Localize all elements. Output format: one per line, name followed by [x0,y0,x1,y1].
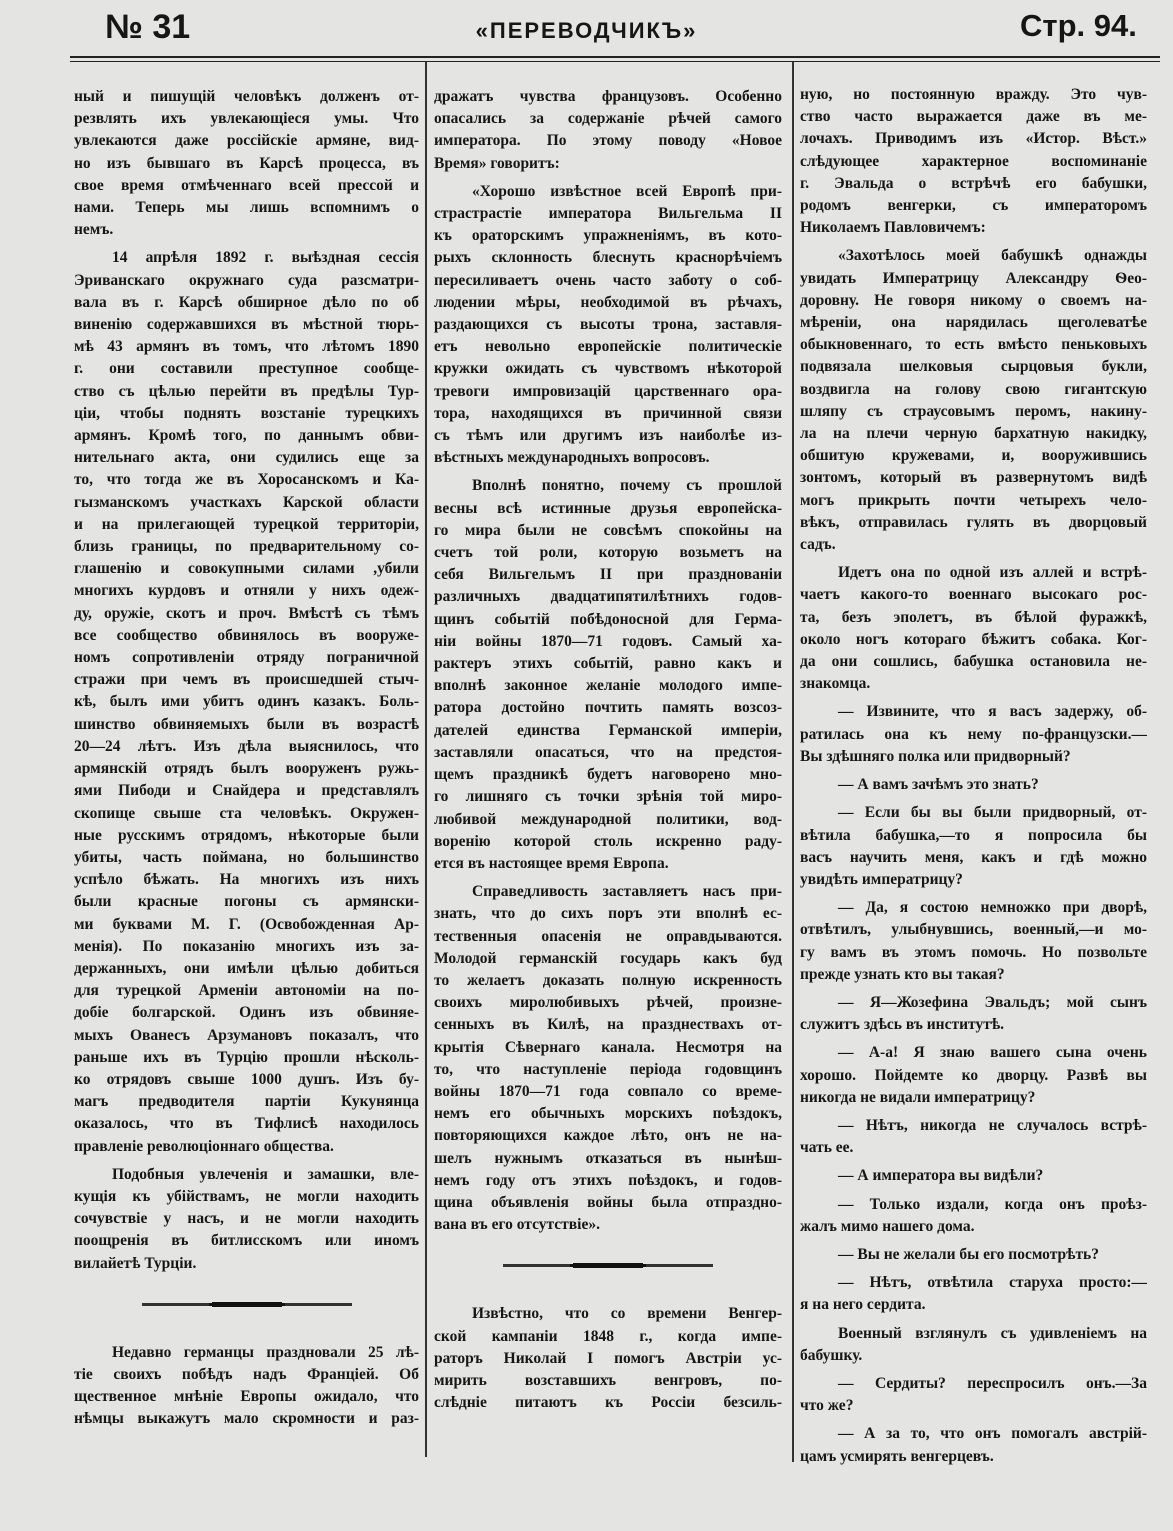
text-line: Вы здѣшняго полка или придворный? [800,747,1071,765]
text-line: — Да, я состою немножко при дворѣ, [838,899,1147,917]
text-line: жалъ мимо нашего дома. [800,1217,975,1235]
text-line: рыхъ склонность блеснуть краснорѣчіемъ [434,249,782,267]
text-line: и на прилегающей турецкой территоріи, [74,515,419,533]
text-line: ратора достойно почтить память возсоз- [434,699,782,717]
section-separator [142,1303,352,1306]
text-line: увидѣть императрицу? [800,870,963,888]
text-line: — Извините, что я васъ задержу, об- [838,703,1147,721]
article-column-2 [434,86,782,1420]
text-line: подвязала шелковыя сырцовыя букли, [800,358,1147,376]
text-line: знать, что до сихъ поръ эти вполнѣ ес- [434,905,782,923]
text-line: виненію содержавшихся въ мѣстной тюрь- [74,316,419,334]
paragraph [800,245,1147,556]
text-line: щемъ праздникѣ будетъ наговорено мно- [434,766,782,784]
text-line: г. они составили преступное сообще- [74,360,419,378]
text-line: любивой международной политики, вод- [434,810,782,828]
text-line: своихъ миролюбивыхъ рѣчей, произне- [434,994,782,1012]
paragraph [74,1342,419,1431]
text-line: гу вамъ въ этомъ помочь. Но позвольте [800,943,1147,961]
text-line: ской кампаніи 1848 г., когда импе- [434,1327,782,1345]
text-line: ный и пишущій человѣкъ долженъ от- [74,88,419,105]
text-line: — А-а! Я знаю вашего сына очень [838,1044,1147,1062]
text-line: вала въ г. Карсѣ обширное дѣло по об [74,293,419,311]
text-line: — А за то, что онъ помогалъ австрій- [838,1425,1147,1443]
text-line: тревоги импровизацій царственнаго ора- [434,382,782,400]
text-line: ство съ цѣлью перейти въ предѣлы Тур- [74,382,419,400]
text-line: кружки ожидать съ чувствомъ нѣкоторой [434,360,782,378]
text-line: г. Эвальда о встрѣчѣ его бабушки, [800,174,1147,192]
text-line: все сообщество обвинялось въ вооруже- [74,626,419,644]
text-line: резвлять ихъ увлекающіеся умы. Что [74,110,419,128]
text-line: я на него сердита. [800,1296,926,1314]
text-line: около ногъ котораго бѣжитъ собака. Ког- [800,630,1147,648]
text-line: магъ предводителя партіи Кукунянца [74,1093,419,1111]
text-line: мѣ 43 армянъ въ томъ, что лѣтомъ 1890 [74,338,419,356]
text-line: различныхъ двадцатипятилѣтнихъ годов- [434,588,782,606]
text-line: войны 1870—71 года совпало со време- [434,1082,782,1100]
paragraph [434,86,782,175]
text-line: мыхъ Ованесъ Арзумановъ показалъ, что [74,1026,419,1044]
newspaper-title: «ПЕРЕВОДЧИКЪ» [475,18,698,43]
text-line: счетъ той роли, которую возьметъ на [434,544,782,562]
paragraph [800,1165,1147,1187]
text-line: служитъ здѣсь въ институтѣ. [800,1016,1004,1034]
page-number: Стр. 94. [1020,8,1137,43]
text-line: армянскій отрядъ былъ вооруженъ ружь- [74,760,419,778]
text-line: близь границы, по предварительному со- [74,538,419,556]
text-line: знакомца. [800,675,871,693]
text-line: обшитую кружевами, и, вооружившись [800,447,1147,465]
text-line: армянъ. Кромѣ того, по даннымъ обви- [74,427,419,445]
paragraph [74,1164,419,1275]
paragraph [800,774,1147,796]
text-line: Время» говоритъ: [434,154,560,172]
text-line: вѣкъ, отправилась гулять въ дворцовый [800,513,1147,531]
text-line: кущія къ убійствамъ, не могли находить [74,1187,419,1205]
section-separator [503,1264,713,1267]
text-line: воренію которой столь искренно раду- [434,832,782,850]
text-line: цамъ усмирять венгерцевъ. [800,1447,994,1465]
text-line: да они сошлись, бабушка остановила не- [800,653,1147,671]
text-line: ями Пибоди и Снайдера и представлялъ [74,782,419,800]
text-line: Вполнѣ понятно, почему съ прошлой [472,477,782,495]
text-line: немъ его обычныхъ морскихъ поѣздокъ, [434,1105,782,1123]
text-line: поощренія въ битлисскомъ или иномъ [74,1232,419,1250]
text-line: успѣло бѣжать. На многихъ изъ нихъ [74,871,419,889]
text-line: чаетъ какого-то военнаго высокаго рос- [800,586,1147,604]
text-line: — А императора вы видѣли? [838,1167,1044,1185]
text-line: что же? [800,1397,854,1415]
text-line: го лишняго съ точки зрѣнія той миро- [434,788,782,806]
text-line: щественное мнѣніе Европы ожидало, что [74,1388,419,1406]
text-line: ется въ настоящее время Европа. [434,854,669,872]
text-line: людении мѣры, необходимой въ рѣчахъ, [434,293,782,311]
text-line: вполнѣ законное желаніе молодого импе- [434,677,782,695]
text-line: бабушку. [800,1346,863,1364]
paragraph [434,181,782,470]
text-line: обыкновеннаго, то есть вмѣсто пеньковыхъ [800,336,1147,354]
text-line: весны всѣ истинные друзья европейска- [434,499,782,517]
text-line: скопище свыше ста человѣкъ. Окружен- [74,804,419,822]
text-line: ные русскимъ отрядомъ, нѣкоторые были [74,826,419,844]
text-line: го мира были не совсѣмъ спокойны на [434,521,782,539]
text-line: етъ невольно европейскіе политическіе [434,338,782,356]
text-line: слѣдующее характерное воспоминаніе [800,152,1147,170]
text-line: прежде узнать кто вы такая? [800,965,1005,983]
text-line: мирить возставшихъ венгровъ, по- [434,1371,782,1389]
paragraph [74,86,419,241]
text-line: ко отрядовъ свыше 1000 душъ. Изъ бу- [74,1070,419,1088]
text-line: гызманскомъ участкахъ Карской области [74,493,419,511]
paragraph [74,247,419,1157]
text-line: ство часто выражается даже въ ме- [800,108,1147,126]
text-line: немъ. [74,221,114,239]
text-line: шинство обвиняемыхъ были въ возрастѣ [74,715,419,733]
paragraph [800,1115,1147,1159]
article-column-1 [74,86,419,1437]
article-column-3 [800,84,1147,1474]
issue-number: № 31 [105,8,191,46]
text-line: страстрастіе императора Вильгельма II [434,205,782,223]
text-line: 14 апрѣля 1892 г. выѣздная сессія [112,249,419,267]
text-line: правленіе революціоннаго общества. [74,1137,334,1155]
header-rule [70,56,1160,58]
text-line: многихъ курдовъ и отняли у нихъ одеж- [74,582,419,600]
text-line: — Только издали, когда онъ проѣз- [838,1195,1147,1213]
text-line: — Нѣтъ, никогда не случалось встрѣ- [838,1116,1147,1134]
text-line: Эриванскаго окружнаго суда разсматри- [74,271,419,289]
paragraph [800,84,1147,239]
text-line: нѣмцы выкажутъ мало скромности и раз- [74,1410,419,1428]
text-line: ніи войны 1870—71 годовъ. Самый ха- [434,632,782,650]
text-line: вѣстныхъ международныхъ вопросовъ. [434,449,710,467]
text-line: вѣтила бабушка,—то я попросила бы [800,826,1147,844]
text-line: оказалось, что въ Тифлисѣ находилось [74,1115,419,1133]
text-line: васъ научить меня, какъ и гдѣ можно [800,848,1147,866]
text-line: доровну. Не говоря никому о своемъ на- [800,291,1147,309]
text-line: нительнаго акта, они судились еще за [74,449,419,467]
text-line: ду, оружіе, скотъ и проч. Вмѣстѣ съ тѣмъ [74,604,419,622]
text-line: сенныхъ въ Килѣ, на празднествахъ от- [434,1016,782,1034]
text-line: Военный взглянулъ съ удивленіемъ на [838,1324,1147,1342]
text-line: номъ сопротивленіи отряду пограничной [74,649,419,667]
text-line: садъ. [800,536,836,554]
paragraph [800,701,1147,768]
paragraph [800,1042,1147,1109]
text-line: сочувствіе у насъ, и не могли находить [74,1210,419,1228]
text-line: императора. По этому поводу «Новое [434,132,782,150]
text-line: ла на плечи черную бархатную накидку, [800,425,1147,443]
text-line: нами. Теперь мы лишь вспомнимъ о [74,199,419,217]
text-line: раньше ихъ въ Турцію прошли нѣсколь- [74,1048,419,1066]
text-line: раздающихся съ высоты трона, заставля- [434,316,782,334]
text-line: отвѣтилъ, улыбнувшись, военный,—и мо- [800,921,1147,939]
text-line: стражи при чемъ въ происшедшей стыч- [74,671,419,689]
paragraph [800,1272,1147,1316]
column-divider [425,62,427,1457]
paragraph [434,881,782,1236]
paragraph [434,1303,782,1414]
text-line: немъ году отъ этихъ поѣздокъ, и годов- [434,1171,782,1189]
text-line: увлекаются даже россійскіе армяне, вид- [74,132,419,150]
text-line: лочахъ. Приводимъ изъ «Истор. Вѣст.» [800,130,1147,148]
text-line: опасались за содержаніе рѣчей самого [434,110,782,128]
text-line: убиты, часть поймана, но большинство [74,848,419,866]
text-line: повторяющихся каждое лѣто, онъ не на- [434,1127,782,1145]
paragraph [800,1373,1147,1417]
text-line: Молодой германскій государь какъ буд [434,949,782,967]
text-line: «Захотѣлось моей бабушкѣ однажды [838,247,1147,265]
paragraph [800,1423,1147,1467]
text-line: Подобныя увлеченія и замашки, вле- [112,1165,419,1183]
text-line: то, что наступленіе періода годовщинъ [434,1060,782,1078]
text-line: себя Вильгельмъ II при празднованіи [434,566,782,584]
text-line: Извѣстно, что со времени Венгер- [472,1305,782,1323]
text-line: увидать Императрицу Александру Ѳео- [800,269,1147,287]
text-line: то желаетъ доказать полную искренность [434,971,782,989]
text-line: дателей единства Германской имперіи, [434,721,782,739]
text-line: вилайетѣ Турціи. [74,1254,197,1272]
text-line: — А вамъ зачѣмъ это знать? [838,776,1039,794]
text-line: щинъ событій побѣдоносной для Герма- [434,610,782,628]
text-line: менія). По показанію многихъ изъ за- [74,937,419,955]
text-line: щина объявленія войны была отпраздно- [434,1193,782,1211]
paragraph [800,992,1147,1036]
text-line: рактеръ этихъ событій, равно какъ и [434,655,782,673]
text-line: глашенію и совокупными силами ,убили [74,560,419,578]
text-line: тественныя опасенія не оправдываются. [434,927,782,945]
text-line: воздвигла на голову свою гигантскую [800,380,1147,398]
text-line: дражатъ чувства французовъ. Особенно [434,88,782,105]
paragraph [800,897,1147,986]
text-line: Николаемъ Павловичемъ: [800,219,986,237]
text-line: никогда не видали императрицу? [800,1088,1036,1106]
text-line: Недавно германцы праздновали 25 лѣ- [112,1343,419,1361]
text-line: 20—24 лѣтъ. Изъ дѣла выяснилось, что [74,737,419,755]
text-line: заставляли опасаться, что на предстоя- [434,743,782,761]
text-line: — Если бы вы были придворный, от- [838,804,1147,822]
paragraph [800,1194,1147,1238]
text-line: тіе своихъ побѣдъ надъ Франціей. Об [74,1365,419,1383]
text-line: кѣ, былъ ими убитъ одинъ казакъ. Боль- [74,693,419,711]
text-line: для турецкой Арменіи автономіи на по- [74,982,419,1000]
text-line: хорошо. Пойдемте ко дворцу. Развѣ вы [800,1066,1147,1084]
text-line: держанныхъ, они имѣли цѣлью добиться [74,959,419,977]
text-line: мѣреніи, она нарядилась щеголеватѣе [800,314,1147,332]
text-line: съ тѣмъ или другимъ изъ наиболѣе из- [434,427,782,445]
text-line: зонтомъ, который въ развернутомъ видѣ [800,469,1147,487]
text-line: вана въ его отсутствіе». [434,1216,600,1234]
text-line: родомъ венгерки, съ императоромъ [800,197,1147,215]
paragraph [800,802,1147,891]
text-line: шелъ нужнымъ отказаться въ нынѣш- [434,1149,782,1167]
text-line: ную, но постоянную вражду. Это чув- [800,86,1147,103]
text-line: та, безъ эполетъ, въ бѣлой фуражкѣ, [800,608,1147,626]
text-line: тора, находящихся въ причинной связи [434,404,782,422]
text-line: «Хорошо извѣстное всей Европѣ при- [472,182,782,200]
paragraph [800,562,1147,695]
text-line: къ ораторскимъ упражненіямъ, въ кото- [434,227,782,245]
text-line: пересиливаетъ очень часто заботу о соб- [434,271,782,289]
text-line: ратилась она къ нему по-французски.— [800,725,1147,743]
text-line: Справедливость заставляетъ насъ при- [472,883,782,901]
header-rule-thin [70,61,1160,62]
text-line: чать ее. [800,1139,854,1157]
paragraph [434,475,782,875]
text-line: слѣдніе питаютъ къ Россіи безсиль- [434,1394,782,1412]
text-line: могъ прикрыть почти четырехъ чело- [800,491,1147,509]
text-line: Идетъ она по одной изъ аллей и встрѣ- [838,564,1147,582]
text-line: но изъ бывшаго въ Карсѣ процесса, въ [74,154,419,172]
text-line: крытія Сѣвернаго канала. Несмотря на [434,1038,782,1056]
text-line: были красные погоны съ армянски- [74,893,419,911]
text-line: добіе болгарской. Одинъ изъ обвиняе- [74,1004,419,1022]
paragraph [800,1323,1147,1367]
text-line: то, что тогда же въ Хоросанскомъ и Ка- [74,471,419,489]
text-line: — Нѣтъ, отвѣтила старуха просто:— [838,1274,1147,1292]
text-line: раторъ Николай I помогъ Австріи ус- [434,1349,782,1367]
text-line: свое время отмѣченнаго всей прессой и [74,176,419,194]
paragraph [800,1244,1147,1266]
column-divider [792,62,794,1462]
text-line: — Сердиты? переспросилъ онъ.—За [838,1374,1147,1392]
text-line: шляпу съ страусовымъ перомъ, накину- [800,402,1147,420]
text-line: ціи, чтобы поднять возстаніе турецкихъ [74,404,419,422]
text-line: ми буквами М. Г. (Освобожденная Ар- [74,915,419,933]
text-line: — Вы не желали бы его посмотрѣть? [838,1245,1100,1263]
text-line: — Я—Жозефина Эвальдъ; мой сынъ [838,993,1147,1011]
